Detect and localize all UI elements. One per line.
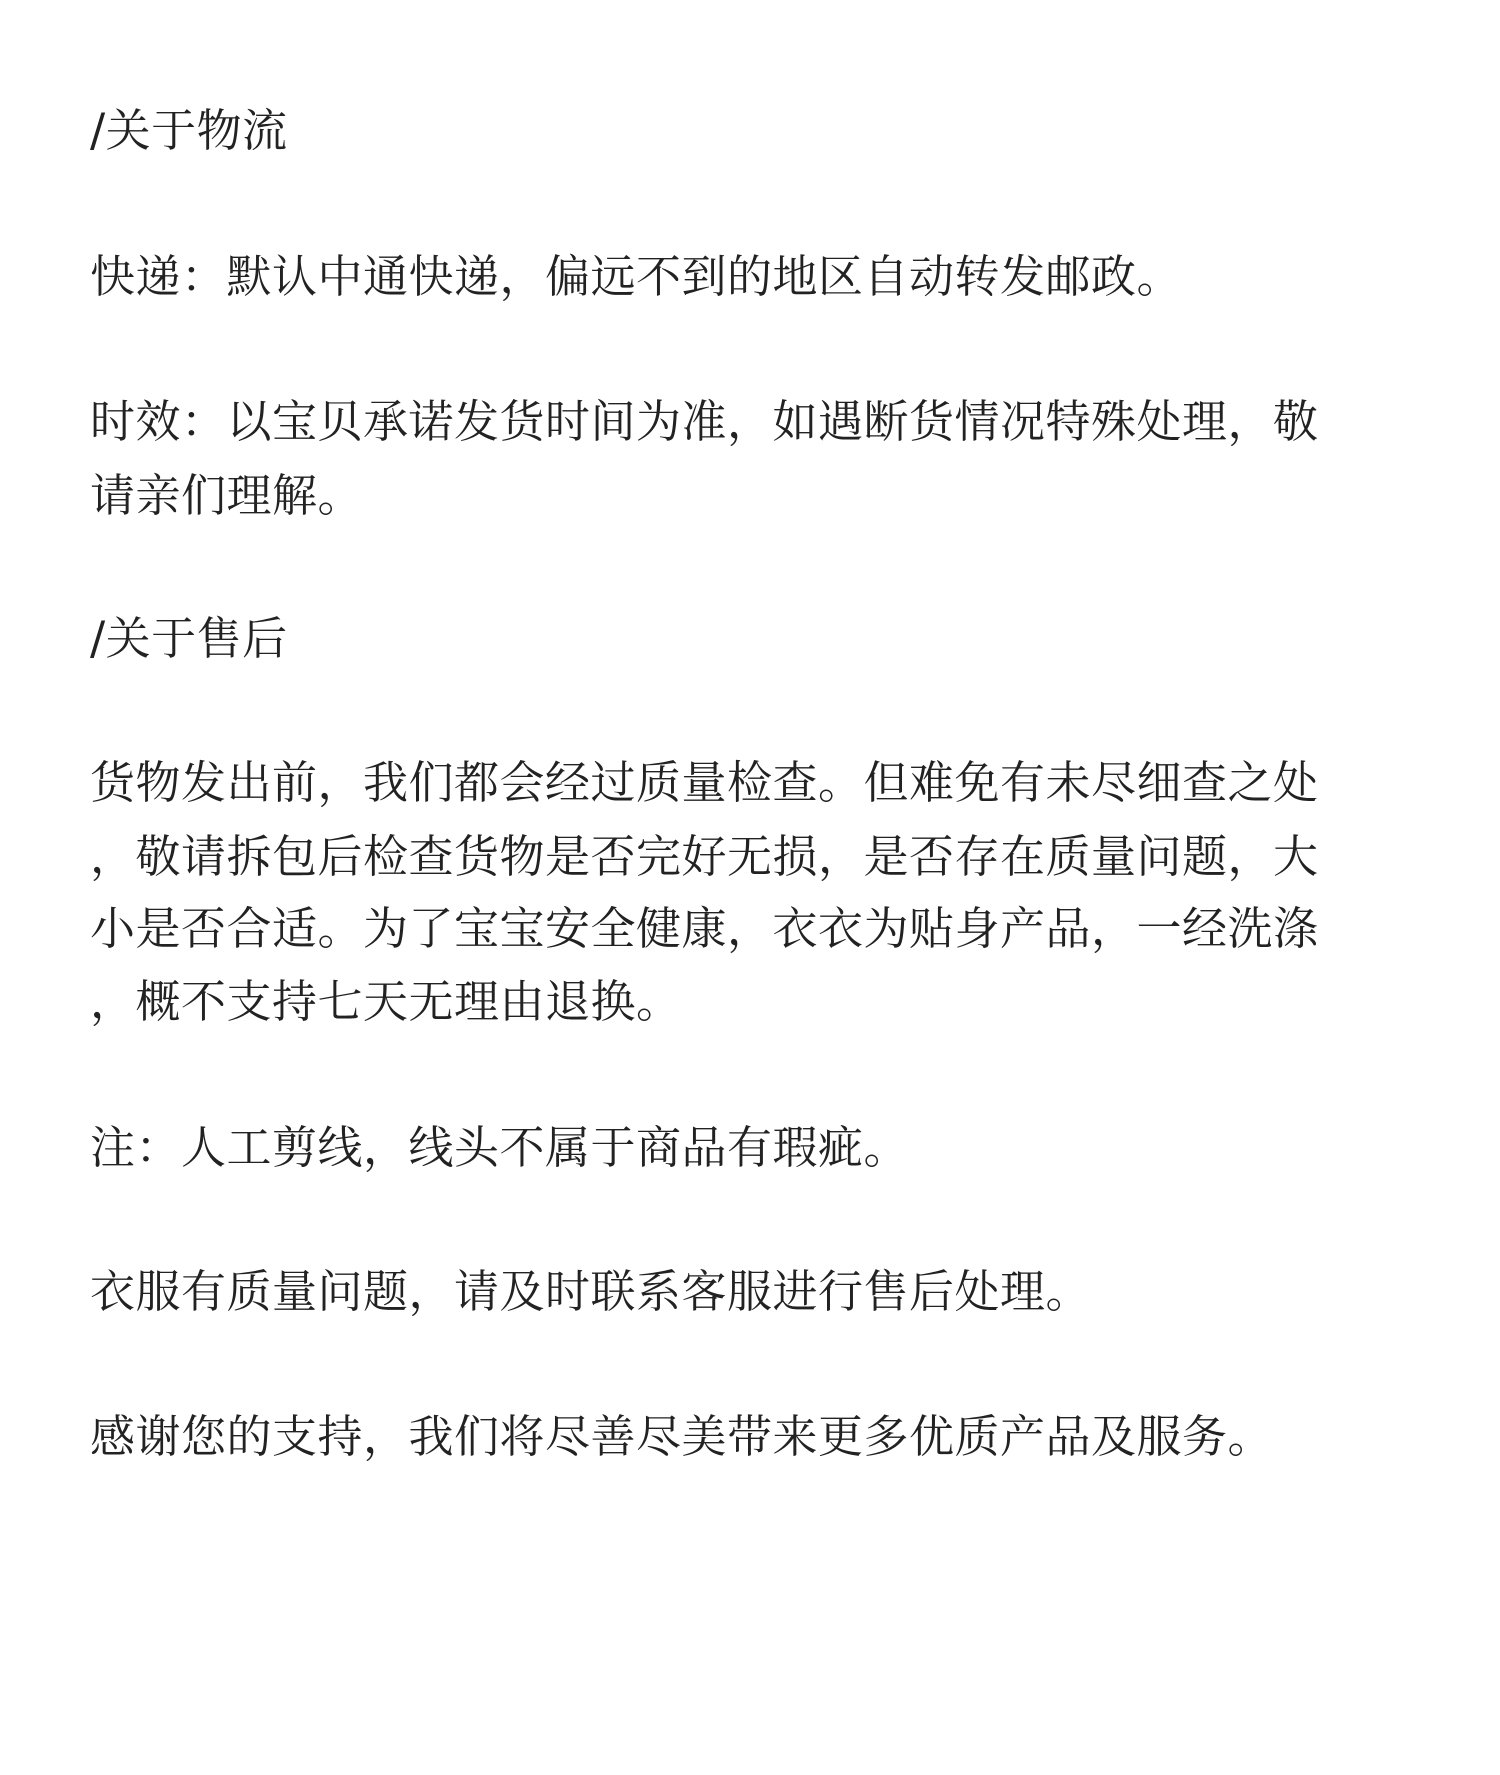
timeliness-line-1: 时效：以宝贝承诺发货时间为准，如遇断货情况特殊处理，敬 — [90, 395, 1319, 448]
express-text: 快递：默认中通快递，偏远不到的地区自动转发邮政。 — [90, 250, 1183, 303]
inspection-line-4: ，概不支持七天无理由退换。 — [90, 975, 682, 1028]
inspection-line-1: 货物发出前，我们都会经过质量检查。但难免有未尽细查之处 — [90, 756, 1319, 809]
inspection-line-2: ，敬请拆包后检查货物是否完好无损，是否存在质量问题，大 — [90, 830, 1319, 883]
logistics-heading: /关于物流 — [90, 104, 288, 157]
thanks-text: 感谢您的支持，我们将尽善尽美带来更多优质产品及服务。 — [90, 1410, 1274, 1463]
timeliness-line-2: 请亲们理解。 — [90, 469, 364, 522]
note-text: 注：人工剪线，线头不属于商品有瑕疵。 — [90, 1121, 910, 1174]
after-sales-heading: /关于售后 — [90, 612, 288, 665]
inspection-line-3: 小是否合适。为了宝宝安全健康，衣衣为贴身产品，一经洗涤 — [90, 902, 1319, 955]
contact-text: 衣服有质量问题，请及时联系客服进行售后处理。 — [90, 1265, 1092, 1318]
